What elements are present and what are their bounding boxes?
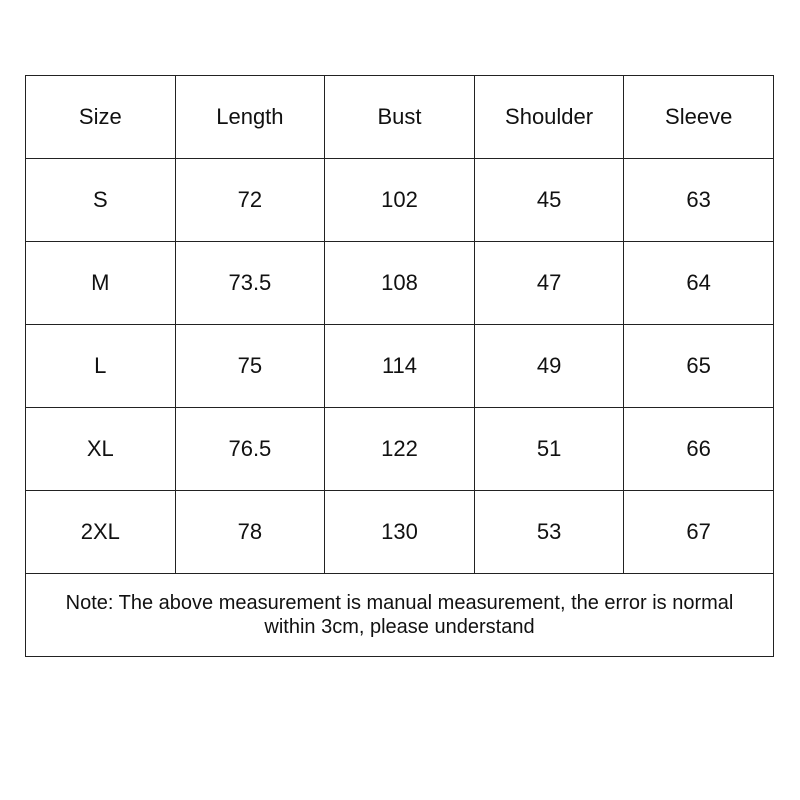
cell-length: 72	[175, 159, 325, 242]
cell-bust: 108	[325, 242, 475, 325]
header-shoulder: Shoulder	[474, 76, 624, 159]
cell-bust: 122	[325, 408, 475, 491]
table-row	[26, 491, 774, 574]
table-row	[26, 242, 774, 325]
cell-bust: 130	[325, 491, 475, 574]
cell-length: 73.5	[175, 242, 325, 325]
cell-size: M	[26, 242, 176, 325]
table-header-row	[26, 76, 774, 159]
cell-length: 76.5	[175, 408, 325, 491]
table-row	[26, 408, 774, 491]
table-row	[26, 159, 774, 242]
cell-shoulder: 53	[474, 491, 624, 574]
cell-length: 78	[175, 491, 325, 574]
cell-size: L	[26, 325, 176, 408]
cell-size: S	[26, 159, 176, 242]
cell-shoulder: 47	[474, 242, 624, 325]
cell-length: 75	[175, 325, 325, 408]
measurement-note: Note: The above measurement is manual measurement, the error is normal within 3cm, please understand	[26, 574, 774, 657]
cell-bust: 114	[325, 325, 475, 408]
header-length: Length	[175, 76, 325, 159]
cell-shoulder: 49	[474, 325, 624, 408]
header-bust: Bust	[325, 76, 475, 159]
cell-shoulder: 45	[474, 159, 624, 242]
cell-size: 2XL	[26, 491, 176, 574]
cell-sleeve: 64	[624, 242, 774, 325]
note-row	[26, 574, 774, 657]
header-size: Size	[26, 76, 176, 159]
cell-shoulder: 51	[474, 408, 624, 491]
cell-bust: 102	[325, 159, 475, 242]
cell-sleeve: 63	[624, 159, 774, 242]
cell-size: XL	[26, 408, 176, 491]
cell-sleeve: 65	[624, 325, 774, 408]
cell-sleeve: 67	[624, 491, 774, 574]
table-row	[26, 325, 774, 408]
cell-sleeve: 66	[624, 408, 774, 491]
header-sleeve: Sleeve	[624, 76, 774, 159]
size-chart-table	[25, 75, 774, 657]
